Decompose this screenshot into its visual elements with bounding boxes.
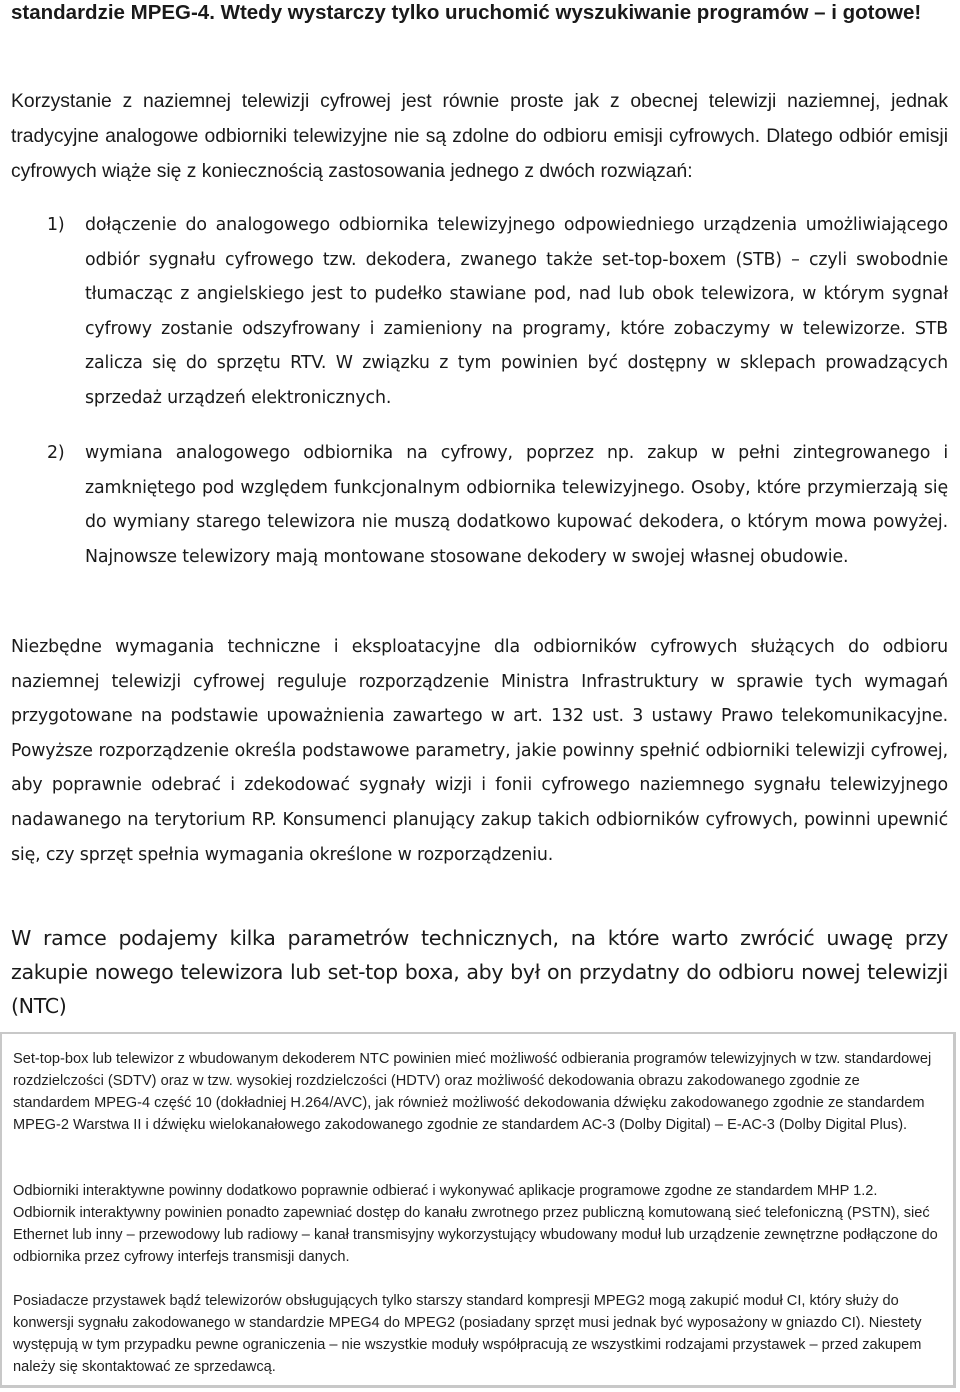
list-item-replacement (47, 436, 948, 574)
box-paragraph-interactive: Odbiorniki interaktywne powinny dodatkowo poprawnie odbierać i wykonywać aplikacje programowe zgodne ze standardem MHP 1.2. Odbiornik interaktywny powinien ponadto zapewniać dostęp do kanału zwrotnego przez publiczną komutowaną sieć telefoniczną (PSTN), sieć Ethernet lub inny – przewodowy lub radiowy – kanał transmisyjny wykorzystujący wbudowany moduł lub urządzenie zewnętrzne podłączone do odbiornika przez cyfrowy interfejs transmisji danych. (13, 1183, 938, 1265)
paragraph-regulations: Niezbędne wymagania techniczne i eksploatacyjne dla odbiorników cyfrowych służących do odbioru naziemnej telewizji cyfrowej reguluje rozporządzenie Ministra Infrastruktury w sprawie tych wymagań przygotowane na podstawie upoważnienia zawartego w art. 132 ust. 3 ustawy Prawo telekomunikacyjne. Powyższe rozporządzenie określa podstawowe parametry, jakie powinny spełnić odbiorniki telewizji cyfrowej, aby poprawnie odebrać i zdekodować sygnały wizji i fonii cyfrowego naziemnego sygnału telewizyjnego nadawanego na terytorium RP. Konsumenci planujący zakup takich odbiorników cyfrowych, powinni upewnić się, czy sprzęt spełnia wymagania określone w rozporządzeniu. (11, 637, 948, 865)
box-paragraph-standards: Set-top-box lub telewizor z wbudowanym dekoderem NTC powinien mieć możliwość odbierania programów telewizyjnych w tzw. standardowej rozdzielczości (SDTV) oraz w tzw. wysokiej rozdzielczości (HDTV) oraz możliwość dekodowania obrazu zakodowanego zgodnie ze standardem MPEG-4 część 10 (dokładniej H.264/AVC), jak również możliwość dekodowania dźwięku zakodowanego zgodnie ze standardem MPEG-2 Warstwa II i dźwięku wielokanałowego zakodowanego zgodnie ze standardem AC-3 (Dolby Digital) – E-AC-3 (Dolby Digital Plus). (13, 1051, 932, 1133)
box-paragraph-ci-module: Posiadacze przystawek bądź telewizorów obsługujących tylko starszy standard kompresji MPEG2 mogą zakupić moduł CI, który służy do konwersji sygnału zakodowanego w standardzie MPEG4 do MPEG2 (posiadany sprzęt musi jednak być wyposażony w gniazdo CI). Niestety występują w tym przypadku pewne ograniczenia – nie wszystkie moduły współpracują ze wszystkimi rodzajami przystawek – przed zakupem należy się skontaktować ze sprzedawcą. (13, 1293, 922, 1375)
technical-parameters-box (0, 1032, 956, 1388)
list-number: 2) (47, 443, 65, 463)
list-item-text: wymiana analogowego odbiornika na cyfrowy, poprzez np. zakup w pełni zintegrowanego i zamkniętego pod względem funkcjonalnym odbiornika telewizyjnego. Osoby, które przymierzają się do wymiany starego telewizora nie muszą dodatkowo kupować dekodera, o którym mowa powyżej. Najnowsze telewizory mają montowane stosowane dekodery w swojej własnej obudowie. (85, 443, 948, 567)
paragraph-digital-tv-intro: Korzystanie z naziemnej telewizji cyfrowej jest równie proste jak z obecnej telewizji naziemnej, jednak tradycyjne analogowe odbiorniki telewizyjne nie są zdolne do odbioru emisji cyfrowych. Dlatego odbiór emisji cyfrowych wiąże się z koniecznością zastosowania jednego z dwóch rozwiązań: (11, 91, 948, 182)
list-number: 1) (47, 215, 65, 235)
paragraph-box-intro: W ramce podajemy kilka parametrów technicznych, na które warto zwrócić uwagę przy zakupie nowego telewizora lub set-top boxa, aby był on przydatny do odbioru nowej telewizji (NTC) (11, 926, 948, 1018)
list-item-text: dołączenie do analogowego odbiornika telewizyjnego odpowiedniego urządzenia umożliwiającego odbiór sygnału cyfrowego tzw. dekodera, zwanego także set-top-boxem (STB) – czyli swobodnie tłumacząc z angielskiego jest to pudełko stawiane pod, nad lub obok telewizora, w którym sygnał cyfrowy zostanie odszyfrowany i zamieniony na programy, które zobaczymy w telewizorze. STB zalicza się do sprzętu RTV. W związku z tym powinien być dostępny w sklepach prowadzących sprzedaż urządzeń elektronicznych. (85, 215, 948, 408)
paragraph-intro-continued: standardzie MPEG-4. Wtedy wystarczy tylko uruchomić wyszukiwanie programów – i gotowe! (11, 1, 922, 24)
list-item-decoder (47, 208, 948, 416)
